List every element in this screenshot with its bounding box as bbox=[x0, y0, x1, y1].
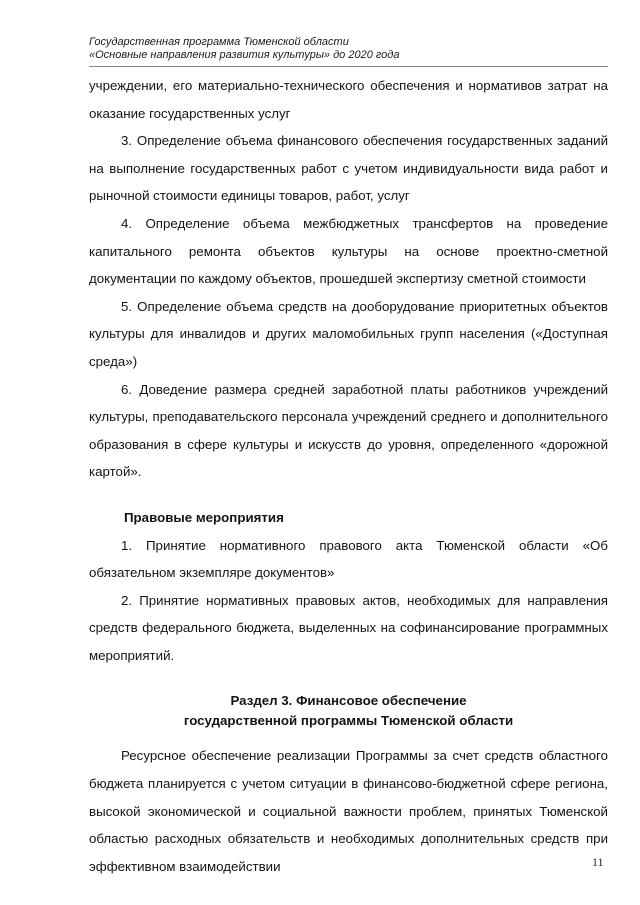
header-divider bbox=[89, 66, 608, 67]
list-item-6: 6. Доведение размера средней заработной платы работников учреждений культуры, преподавательского персонала учреждений среднего и дополнительного образования в сфере культуры и искусств до уровня, определенного «дорожной картой». bbox=[89, 381, 608, 480]
spacer bbox=[89, 731, 608, 742]
list-item-3: 3. Определение объема финансового обеспечения государственных заданий на выполнение государственных работ с учетом индивидуальности вида работ и рыночной стоимости единицы товаров, работ, услуг bbox=[89, 133, 608, 204]
legal-item-1: 1. Принятие нормативного правового акта Тюменской области «Об обязательном экземпляре документов» bbox=[89, 537, 608, 581]
spacer bbox=[89, 669, 608, 691]
spacer bbox=[89, 486, 608, 504]
paragraph-continuation: учреждении, его материально-технического обеспечения и нормативов затрат на оказание государственных услуг bbox=[89, 78, 608, 121]
header-line-program: Государственная программа Тюменской области bbox=[89, 36, 349, 48]
header-line-title: «Основные направления развития культуры» до 2020 года bbox=[89, 49, 400, 61]
document-body bbox=[89, 72, 608, 880]
subsection-heading: Правовые мероприятия bbox=[124, 509, 284, 525]
page-number: 11 bbox=[592, 855, 604, 869]
list-item-4: 4. Определение объема межбюджетных трансфертов на проведение капитального ремонта объектов культуры на основе проектно-сметной документации по каждому объектов, прошедшей экспертизу сметной стоимости bbox=[89, 215, 608, 287]
running-header bbox=[89, 36, 559, 62]
section-heading-line-2: государственной программы Тюменской области bbox=[183, 713, 514, 729]
list-item-5: 5. Определение объема средств на дооборудование приоритетных объектов культуры для инвалидов и других маломобильных групп населения («Доступная среда») bbox=[89, 298, 608, 369]
section-paragraph: Ресурсное обеспечение реализации Программы за счет средств областного бюджета планируется с учетом ситуации в финансово-бюджетной сфере региона, высокой экономической и социальной важности проблем, принятых Тюменской областью расходных обязательств и необходимых дополнительных средств при эффективном взаимодействии bbox=[89, 748, 608, 874]
legal-item-2: 2. Принятие нормативных правовых актов, необходимых для направления средств федерального бюджета, выделенных на софинансирование программных мероприятий. bbox=[89, 592, 608, 663]
section-heading-line-1: Раздел 3. Финансовое обеспечение bbox=[230, 693, 467, 709]
